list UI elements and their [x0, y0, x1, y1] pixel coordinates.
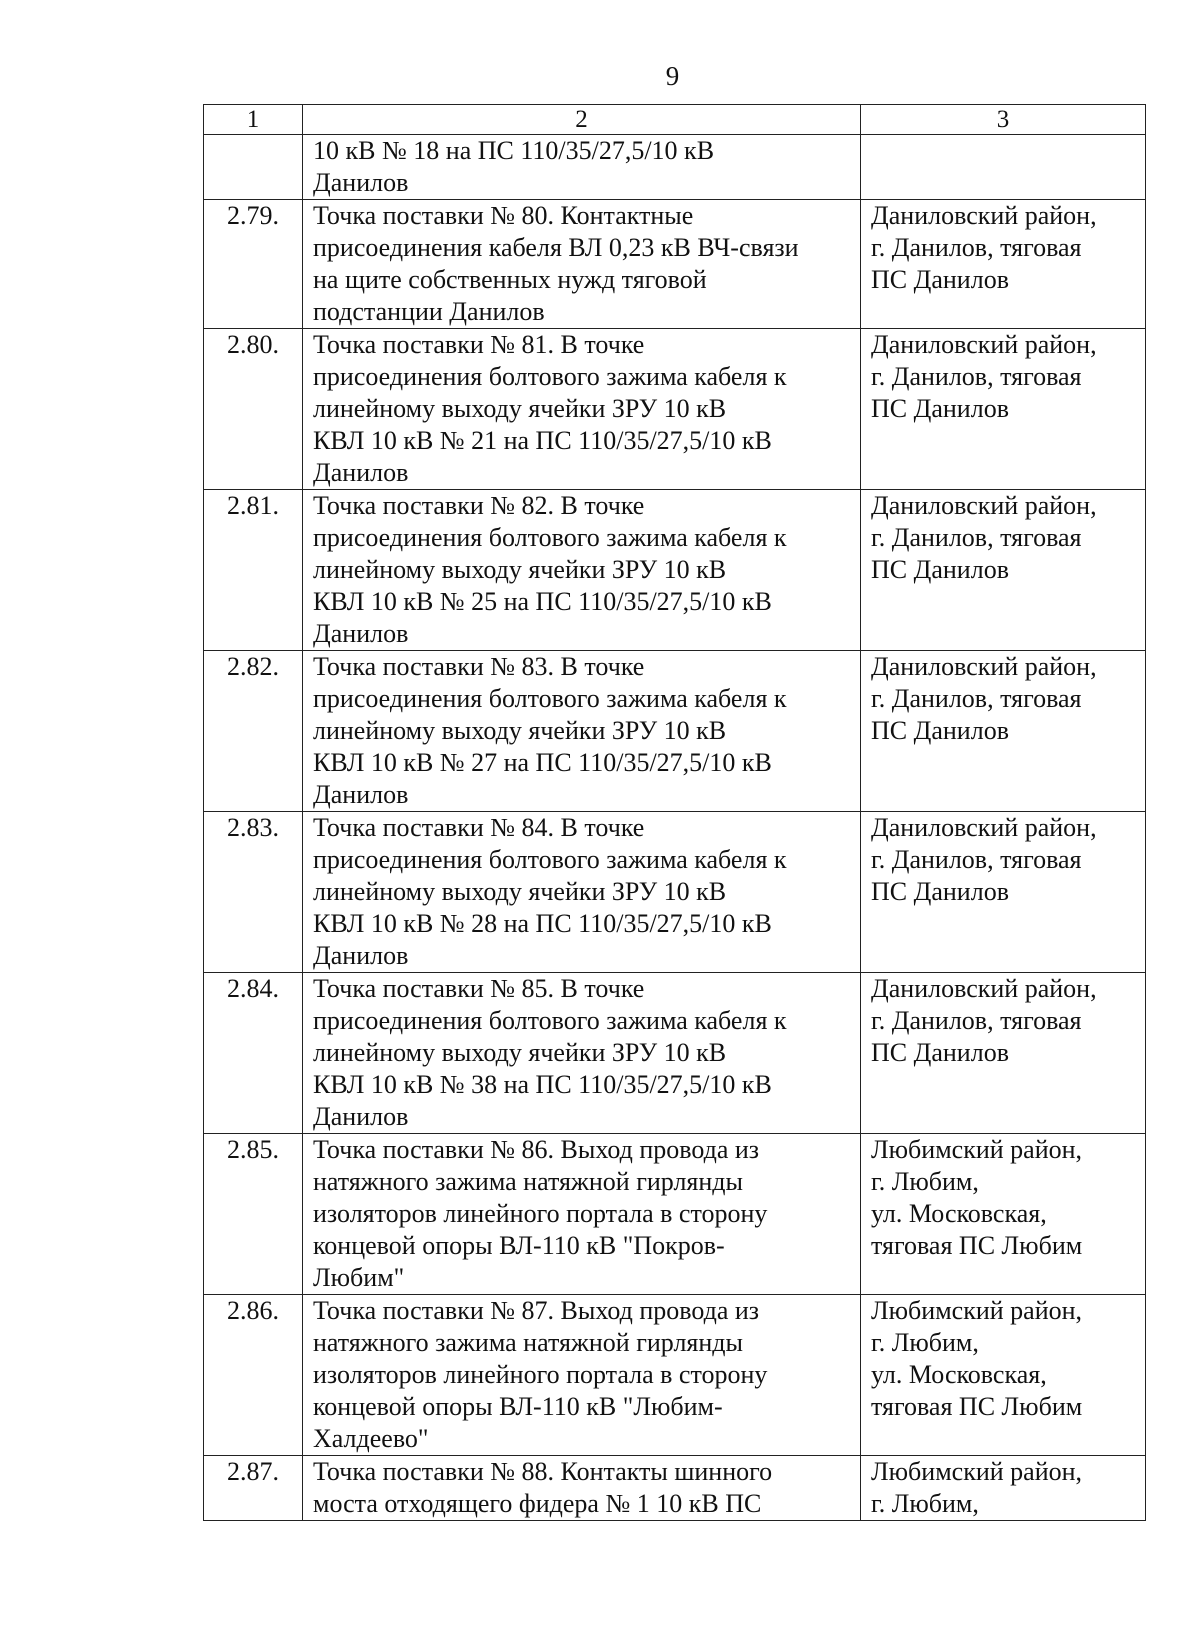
description-line: Данилов — [313, 941, 409, 970]
row-number: 2.81. — [204, 490, 303, 651]
description-line: концевой опоры ВЛ-110 кВ "Покров- — [313, 1231, 725, 1260]
description-line: Данилов — [313, 619, 409, 648]
row-description — [303, 651, 861, 812]
row-number — [204, 135, 303, 200]
table-row — [204, 329, 1146, 490]
location-line: тяговая ПС Любим — [871, 1392, 1083, 1421]
description-line: присоединения болтового зажима кабеля к — [313, 684, 787, 713]
location-line: Любимский район, — [871, 1457, 1083, 1486]
description-line: линейному выходу ячейки ЗРУ 10 кВ — [313, 877, 727, 906]
description-line: изоляторов линейного портала в сторону — [313, 1360, 768, 1389]
location-line: ПС Данилов — [871, 716, 1009, 745]
location-line: г. Данилов, тяговая — [871, 1006, 1082, 1035]
description-line: Точка поставки № 88. Контакты шинного — [313, 1457, 773, 1486]
description-line: КВЛ 10 кВ № 28 на ПС 110/35/27,5/10 кВ — [313, 909, 772, 938]
description-line: линейному выходу ячейки ЗРУ 10 кВ — [313, 394, 727, 423]
table-row — [204, 135, 1146, 200]
table-row — [204, 651, 1146, 812]
table-row — [204, 490, 1146, 651]
description-line: 10 кВ № 18 на ПС 110/35/27,5/10 кВ — [313, 136, 715, 165]
delivery-points-table — [203, 104, 1146, 1521]
description-line: присоединения болтового зажима кабеля к — [313, 362, 787, 391]
description-line: Точка поставки № 82. В точке — [313, 491, 645, 520]
location-line: Даниловский район, — [871, 201, 1097, 230]
row-number: 2.79. — [204, 200, 303, 329]
description-line: КВЛ 10 кВ № 27 на ПС 110/35/27,5/10 кВ — [313, 748, 772, 777]
description-line: присоединения болтового зажима кабеля к — [313, 523, 787, 552]
row-number: 2.86. — [204, 1295, 303, 1456]
location-line: Даниловский район, — [871, 491, 1097, 520]
table-body — [204, 105, 1146, 1521]
row-location — [861, 200, 1146, 329]
location-line: ПС Данилов — [871, 555, 1009, 584]
row-number: 2.85. — [204, 1134, 303, 1295]
row-location — [861, 973, 1146, 1134]
row-location — [861, 490, 1146, 651]
description-line: изоляторов линейного портала в сторону — [313, 1199, 768, 1228]
row-description — [303, 329, 861, 490]
row-location — [861, 329, 1146, 490]
description-line: Данилов — [313, 1102, 409, 1131]
table-header-row — [204, 105, 1146, 135]
location-line: г. Любим, — [871, 1328, 979, 1357]
location-line: г. Данилов, тяговая — [871, 362, 1082, 391]
row-location — [861, 1134, 1146, 1295]
location-line: г. Любим, — [871, 1167, 979, 1196]
description-line: присоединения кабеля ВЛ 0,23 кВ ВЧ-связи — [313, 233, 799, 262]
description-line: Данилов — [313, 780, 409, 809]
description-line: на щите собственных нужд тяговой — [313, 265, 707, 294]
location-line: г. Данилов, тяговая — [871, 684, 1082, 713]
location-line: тяговая ПС Любим — [871, 1231, 1083, 1260]
location-line: г. Данилов, тяговая — [871, 845, 1082, 874]
description-line: Точка поставки № 84. В точке — [313, 813, 645, 842]
location-line: ПС Данилов — [871, 394, 1009, 423]
description-line: присоединения болтового зажима кабеля к — [313, 845, 787, 874]
row-location — [861, 651, 1146, 812]
description-line: натяжного зажима натяжной гирлянды — [313, 1167, 743, 1196]
description-line: Точка поставки № 86. Выход провода из — [313, 1135, 760, 1164]
column-header-1: 1 — [204, 105, 303, 135]
row-description — [303, 490, 861, 651]
description-line: линейному выходу ячейки ЗРУ 10 кВ — [313, 555, 727, 584]
row-location — [861, 1456, 1146, 1521]
table-row — [204, 1134, 1146, 1295]
description-line: подстанции Данилов — [313, 297, 545, 326]
table-row — [204, 973, 1146, 1134]
description-line: Точка поставки № 83. В точке — [313, 652, 645, 681]
description-line: КВЛ 10 кВ № 38 на ПС 110/35/27,5/10 кВ — [313, 1070, 772, 1099]
row-number: 2.87. — [204, 1456, 303, 1521]
table-row — [204, 1456, 1146, 1521]
location-line: ул. Московская, — [871, 1199, 1047, 1228]
row-number: 2.80. — [204, 329, 303, 490]
table-row — [204, 200, 1146, 329]
row-description — [303, 1295, 861, 1456]
row-location — [861, 812, 1146, 973]
location-line: Даниловский район, — [871, 974, 1097, 1003]
location-line: г. Данилов, тяговая — [871, 233, 1082, 262]
row-description — [303, 1134, 861, 1295]
row-description — [303, 1456, 861, 1521]
description-line: Халдеево" — [313, 1424, 429, 1453]
row-description — [303, 973, 861, 1134]
description-line: линейному выходу ячейки ЗРУ 10 кВ — [313, 716, 727, 745]
row-description — [303, 812, 861, 973]
column-header-2: 2 — [303, 105, 861, 135]
location-line: Даниловский район, — [871, 652, 1097, 681]
column-header-3: 3 — [861, 105, 1146, 135]
row-location — [861, 1295, 1146, 1456]
location-line: г. Любим, — [871, 1489, 979, 1518]
description-line: КВЛ 10 кВ № 21 на ПС 110/35/27,5/10 кВ — [313, 426, 772, 455]
table-row — [204, 812, 1146, 973]
row-number: 2.83. — [204, 812, 303, 973]
description-line: присоединения болтового зажима кабеля к — [313, 1006, 787, 1035]
description-line: Данилов — [313, 458, 409, 487]
description-line: Точка поставки № 85. В точке — [313, 974, 645, 1003]
description-line: Точка поставки № 80. Контактные — [313, 201, 694, 230]
row-number: 2.84. — [204, 973, 303, 1134]
location-line: ПС Данилов — [871, 265, 1009, 294]
location-line: г. Данилов, тяговая — [871, 523, 1082, 552]
row-location — [861, 135, 1146, 200]
description-line: КВЛ 10 кВ № 25 на ПС 110/35/27,5/10 кВ — [313, 587, 772, 616]
location-line: ул. Московская, — [871, 1360, 1047, 1389]
description-line: концевой опоры ВЛ-110 кВ "Любим- — [313, 1392, 723, 1421]
row-number: 2.82. — [204, 651, 303, 812]
location-line: Даниловский район, — [871, 813, 1097, 842]
table-row — [204, 1295, 1146, 1456]
description-line: натяжного зажима натяжной гирлянды — [313, 1328, 743, 1357]
location-line: Даниловский район, — [871, 330, 1097, 359]
description-line: Точка поставки № 87. Выход провода из — [313, 1296, 760, 1325]
description-line: Данилов — [313, 168, 409, 197]
row-description — [303, 200, 861, 329]
location-line: ПС Данилов — [871, 1038, 1009, 1067]
location-line: ПС Данилов — [871, 877, 1009, 906]
row-description — [303, 135, 861, 200]
location-line: Любимский район, — [871, 1135, 1083, 1164]
description-line: Точка поставки № 81. В точке — [313, 330, 645, 359]
location-line: Любимский район, — [871, 1296, 1083, 1325]
description-line: Любим" — [313, 1263, 405, 1292]
description-line: линейному выходу ячейки ЗРУ 10 кВ — [313, 1038, 727, 1067]
description-line: моста отходящего фидера № 1 10 кВ ПС — [313, 1489, 762, 1518]
page-number: 9 — [665, 61, 680, 91]
